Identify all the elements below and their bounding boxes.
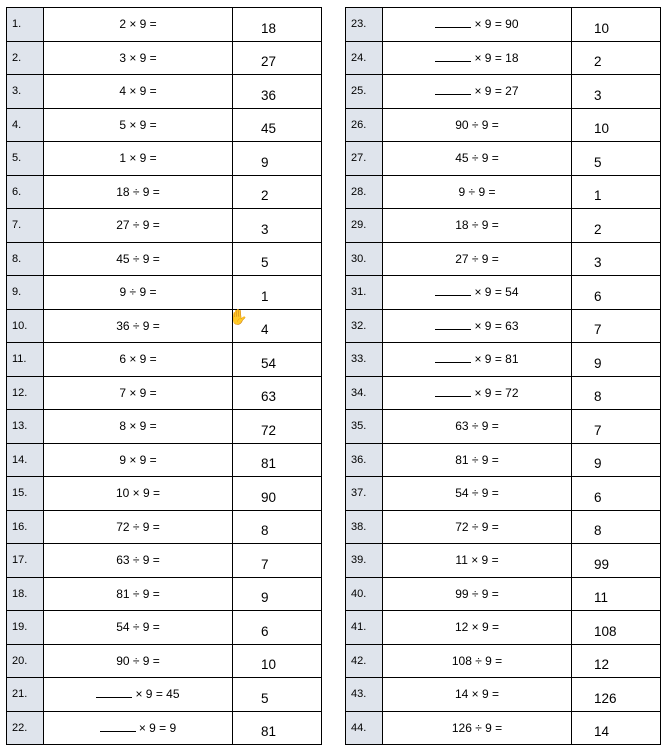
- problem-question: [383, 477, 572, 511]
- question-text: × 9 = 18: [474, 50, 519, 65]
- problem-question: [44, 276, 233, 310]
- answer-cell[interactable]: [572, 410, 661, 444]
- question-text: 99 ÷ 9 =: [455, 586, 499, 601]
- answer-value: 3: [594, 87, 602, 103]
- answer-cell[interactable]: [233, 510, 322, 544]
- table-row: [346, 376, 661, 410]
- question-text: 14 × 9 =: [454, 687, 500, 702]
- answer-value: 5: [261, 255, 269, 271]
- answer-value: 7: [594, 322, 602, 338]
- answer-cell[interactable]: [572, 577, 661, 611]
- table-row: [7, 209, 322, 243]
- answer-value: 36: [261, 87, 277, 103]
- answer-cell[interactable]: [572, 309, 661, 343]
- table-row: [346, 343, 661, 377]
- answer-blank-line: [100, 731, 136, 732]
- answer-cell[interactable]: [572, 510, 661, 544]
- problem-question: [383, 611, 572, 645]
- problem-question: [383, 376, 572, 410]
- answer-cell[interactable]: [233, 577, 322, 611]
- table-row: [346, 678, 661, 712]
- problem-number: 28.: [346, 175, 383, 209]
- problem-number: 26.: [346, 108, 383, 142]
- answer-value: 8: [594, 389, 602, 405]
- problem-number: 11.: [7, 343, 44, 377]
- question-text: × 9 = 27: [474, 84, 519, 99]
- question-text: × 9 = 63: [474, 318, 519, 333]
- table-row: [7, 544, 322, 578]
- answer-cell[interactable]: [233, 75, 322, 109]
- answer-cell[interactable]: [233, 343, 322, 377]
- problem-number: 9.: [7, 276, 44, 310]
- question-text: × 9 = 81: [474, 352, 519, 367]
- question-text: 54 ÷ 9 =: [116, 620, 160, 635]
- table-row: [346, 309, 661, 343]
- question-text: 54 ÷ 9 =: [455, 486, 499, 501]
- problem-question: [44, 477, 233, 511]
- answer-cell[interactable]: [233, 443, 322, 477]
- table-row: [7, 108, 322, 142]
- question-text: 7 × 9 =: [119, 385, 157, 400]
- problem-question: [44, 242, 233, 276]
- problem-question: [383, 108, 572, 142]
- answer-value: 9: [594, 456, 602, 472]
- answer-value: 8: [261, 523, 269, 539]
- table-row: [7, 276, 322, 310]
- problem-number: 25.: [346, 75, 383, 109]
- problem-number: 43.: [346, 678, 383, 712]
- problem-number: 27.: [346, 142, 383, 176]
- table-row: [346, 108, 661, 142]
- problem-question: [44, 410, 233, 444]
- answer-value: 12: [594, 657, 610, 673]
- question-text: × 9 = 90: [474, 17, 519, 32]
- question-text: 18 ÷ 9 =: [455, 218, 499, 233]
- answer-value: 63: [261, 389, 277, 405]
- answer-value: 72: [261, 422, 277, 438]
- answer-value: 27: [261, 54, 277, 70]
- answer-cell[interactable]: [233, 108, 322, 142]
- question-text: 81 ÷ 9 =: [455, 452, 499, 467]
- answer-value: 6: [594, 489, 602, 505]
- problem-number: 8.: [7, 242, 44, 276]
- problem-question: [44, 376, 233, 410]
- problem-number: 6.: [7, 175, 44, 209]
- answer-value: 9: [261, 590, 269, 606]
- problem-question: [44, 142, 233, 176]
- problem-number: 29.: [346, 209, 383, 243]
- question-text: 18 ÷ 9 =: [116, 184, 160, 199]
- problem-question: [383, 41, 572, 75]
- left-worksheet-table: [6, 7, 322, 745]
- problem-number: 31.: [346, 276, 383, 310]
- problem-question: [44, 510, 233, 544]
- answer-cell[interactable]: [572, 75, 661, 109]
- problem-question: [44, 443, 233, 477]
- problem-question: [383, 410, 572, 444]
- table-row: [7, 711, 322, 745]
- problem-number: 39.: [346, 544, 383, 578]
- answer-value: 54: [261, 355, 277, 371]
- problem-number: 2.: [7, 41, 44, 75]
- answer-cell[interactable]: [572, 108, 661, 142]
- answer-cell[interactable]: [572, 376, 661, 410]
- problem-number: 40.: [346, 577, 383, 611]
- answer-blank-line: [435, 295, 471, 296]
- right-worksheet-table: [345, 7, 661, 745]
- problem-number: 7.: [7, 209, 44, 243]
- table-row: [7, 410, 322, 444]
- question-text: 72 ÷ 9 =: [116, 519, 160, 534]
- problem-question: [44, 343, 233, 377]
- table-row: [346, 242, 661, 276]
- problem-question: [383, 343, 572, 377]
- table-row: [7, 8, 322, 42]
- problem-number: 14.: [7, 443, 44, 477]
- answer-value: 9: [261, 154, 269, 170]
- question-text: 27 ÷ 9 =: [455, 251, 499, 266]
- problem-number: 21.: [7, 678, 44, 712]
- problem-question: [44, 108, 233, 142]
- question-text: 63 ÷ 9 =: [116, 553, 160, 568]
- problem-question: [44, 209, 233, 243]
- answer-value: 126: [594, 690, 617, 706]
- question-text: 1 × 9 =: [119, 151, 157, 166]
- answer-value: 3: [594, 255, 602, 271]
- table-row: [346, 611, 661, 645]
- answer-cell[interactable]: [572, 209, 661, 243]
- answer-blank-line: [435, 362, 471, 363]
- table-row: [7, 678, 322, 712]
- table-row: [7, 611, 322, 645]
- answer-cell[interactable]: [233, 142, 322, 176]
- question-text: 90 ÷ 9 =: [455, 117, 499, 132]
- question-text: 27 ÷ 9 =: [116, 218, 160, 233]
- table-row: [7, 309, 322, 343]
- answer-cell[interactable]: [572, 711, 661, 745]
- answer-cell[interactable]: [572, 142, 661, 176]
- answer-value: 1: [594, 188, 602, 204]
- problem-number: 17.: [7, 544, 44, 578]
- problem-question: [383, 8, 572, 42]
- problem-number: 10.: [7, 309, 44, 343]
- answer-value: 3: [261, 221, 269, 237]
- answer-cell[interactable]: [233, 41, 322, 75]
- table-row: [346, 8, 661, 42]
- answer-cell[interactable]: [233, 544, 322, 578]
- problem-question: [383, 510, 572, 544]
- answer-value: 6: [261, 623, 269, 639]
- table-row: [346, 443, 661, 477]
- table-row: [346, 175, 661, 209]
- problem-question: [383, 142, 572, 176]
- answer-cell[interactable]: [572, 477, 661, 511]
- problem-question: [383, 443, 572, 477]
- problem-number: 23.: [346, 8, 383, 42]
- problem-number: 1.: [7, 8, 44, 42]
- answer-cell[interactable]: [233, 678, 322, 712]
- question-text: 9 ÷ 9 =: [458, 184, 496, 199]
- answer-cell[interactable]: [572, 544, 661, 578]
- problem-question: [383, 577, 572, 611]
- question-text: × 9 = 54: [474, 285, 519, 300]
- table-row: [346, 477, 661, 511]
- table-row: [346, 510, 661, 544]
- problem-number: 30.: [346, 242, 383, 276]
- answer-cell[interactable]: [572, 644, 661, 678]
- answer-value: 14: [594, 724, 610, 740]
- question-text: 45 ÷ 9 =: [455, 151, 499, 166]
- question-text: 45 ÷ 9 =: [116, 251, 160, 266]
- answer-blank-line: [435, 94, 471, 95]
- problem-question: [383, 309, 572, 343]
- answer-cell[interactable]: [572, 678, 661, 712]
- problem-number: 19.: [7, 611, 44, 645]
- answer-cell[interactable]: [233, 711, 322, 745]
- problem-number: 12.: [7, 376, 44, 410]
- answer-cell[interactable]: [572, 41, 661, 75]
- answer-value: 5: [594, 154, 602, 170]
- problem-number: 44.: [346, 711, 383, 745]
- problem-question: [44, 577, 233, 611]
- table-row: [346, 544, 661, 578]
- answer-value: 1: [261, 288, 269, 304]
- table-row: [346, 644, 661, 678]
- question-text: 126 ÷ 9 =: [451, 720, 503, 735]
- answer-value: 10: [261, 657, 277, 673]
- problem-question: [44, 75, 233, 109]
- problem-number: 4.: [7, 108, 44, 142]
- table-row: [7, 242, 322, 276]
- problem-number: 38.: [346, 510, 383, 544]
- answer-cell[interactable]: [572, 8, 661, 42]
- table-row: [346, 41, 661, 75]
- problem-number: 15.: [7, 477, 44, 511]
- table-row: [346, 75, 661, 109]
- answer-blank-line: [435, 27, 471, 28]
- answer-cell[interactable]: [233, 276, 322, 310]
- problem-question: [383, 75, 572, 109]
- answer-value: 4: [261, 322, 269, 338]
- answer-value: 18: [261, 20, 277, 36]
- table-row: [7, 577, 322, 611]
- problem-question: [383, 242, 572, 276]
- answer-cell[interactable]: [233, 242, 322, 276]
- question-text: 63 ÷ 9 =: [455, 419, 499, 434]
- answer-value: 8: [594, 523, 602, 539]
- answer-blank-line: [435, 396, 471, 397]
- answer-cell[interactable]: [233, 644, 322, 678]
- answer-value: 7: [261, 556, 269, 572]
- problem-question: [44, 309, 233, 343]
- problem-number: 22.: [7, 711, 44, 745]
- table-row: [346, 410, 661, 444]
- answer-cell[interactable]: [572, 242, 661, 276]
- table-row: [7, 443, 322, 477]
- answer-value: 10: [594, 121, 610, 137]
- problem-number: 5.: [7, 142, 44, 176]
- table-row: [7, 477, 322, 511]
- table-row: [7, 343, 322, 377]
- answer-value: 2: [261, 188, 269, 204]
- problem-number: 36.: [346, 443, 383, 477]
- question-text: 5 × 9 =: [119, 117, 157, 132]
- answer-value: 2: [594, 221, 602, 237]
- answer-blank-line: [435, 329, 471, 330]
- hand-cursor-icon: ✋: [229, 309, 248, 326]
- question-text: 12 × 9 =: [454, 620, 500, 635]
- answer-value: 81: [261, 724, 277, 740]
- table-row: [7, 175, 322, 209]
- problem-number: 34.: [346, 376, 383, 410]
- problem-question: [383, 711, 572, 745]
- question-text: 2 × 9 =: [119, 17, 157, 32]
- problem-number: 35.: [346, 410, 383, 444]
- question-text: 72 ÷ 9 =: [455, 519, 499, 534]
- answer-cell[interactable]: [233, 175, 322, 209]
- problem-question: [44, 544, 233, 578]
- problem-question: [383, 678, 572, 712]
- table-row: [346, 711, 661, 745]
- answer-cell[interactable]: [572, 276, 661, 310]
- question-text: 11 × 9 =: [455, 553, 499, 568]
- answer-value: 81: [261, 456, 277, 472]
- problem-question: [383, 544, 572, 578]
- problem-question: [44, 611, 233, 645]
- problem-question: [44, 644, 233, 678]
- answer-cell[interactable]: [572, 611, 661, 645]
- problem-question: [44, 41, 233, 75]
- answer-value: 7: [594, 422, 602, 438]
- table-row: [346, 577, 661, 611]
- answer-value: 11: [594, 590, 609, 606]
- problem-question: [44, 175, 233, 209]
- table-row: [346, 276, 661, 310]
- question-text: 81 ÷ 9 =: [116, 586, 160, 601]
- problem-question: [383, 209, 572, 243]
- problem-number: 3.: [7, 75, 44, 109]
- problem-number: 33.: [346, 343, 383, 377]
- question-text: 9 ÷ 9 =: [119, 285, 157, 300]
- problem-number: 37.: [346, 477, 383, 511]
- question-text: 6 × 9 =: [119, 352, 157, 367]
- answer-blank-line: [96, 697, 132, 698]
- question-text: 108 ÷ 9 =: [451, 653, 503, 668]
- problem-number: 16.: [7, 510, 44, 544]
- question-text: × 9 = 72: [474, 385, 519, 400]
- question-text: 3 × 9 =: [119, 50, 157, 65]
- problem-number: 20.: [7, 644, 44, 678]
- answer-cell[interactable]: [233, 8, 322, 42]
- problem-question: [383, 644, 572, 678]
- answer-value: 6: [594, 288, 602, 304]
- table-row: [7, 41, 322, 75]
- answer-value: 99: [594, 556, 610, 572]
- problem-question: [44, 678, 233, 712]
- table-row: [346, 209, 661, 243]
- answer-value: 10: [594, 20, 610, 36]
- answer-cell[interactable]: [233, 477, 322, 511]
- question-text: 90 ÷ 9 =: [116, 653, 160, 668]
- answer-value: 108: [594, 623, 617, 639]
- question-text: × 9 = 9: [138, 720, 177, 735]
- problem-number: 18.: [7, 577, 44, 611]
- problem-number: 32.: [346, 309, 383, 343]
- problem-question: [44, 8, 233, 42]
- question-text: 4 × 9 =: [119, 84, 157, 99]
- problem-number: 41.: [346, 611, 383, 645]
- answer-cell[interactable]: [233, 376, 322, 410]
- answer-cell[interactable]: [572, 175, 661, 209]
- answer-cell[interactable]: [572, 443, 661, 477]
- table-row: [7, 142, 322, 176]
- problem-number: 24.: [346, 41, 383, 75]
- question-text: 9 × 9 =: [119, 452, 157, 467]
- table-row: [7, 75, 322, 109]
- problem-number: 42.: [346, 644, 383, 678]
- table-row: [7, 510, 322, 544]
- question-text: × 9 = 45: [135, 687, 180, 702]
- problem-question: [383, 276, 572, 310]
- answer-cell[interactable]: [233, 410, 322, 444]
- answer-cell[interactable]: [572, 343, 661, 377]
- answer-cell[interactable]: [233, 611, 322, 645]
- table-row: [346, 142, 661, 176]
- answer-value: 9: [594, 355, 602, 371]
- question-text: 10 × 9 =: [115, 486, 161, 501]
- answer-value: 90: [261, 489, 277, 505]
- answer-value: 5: [261, 690, 269, 706]
- problem-question: [383, 175, 572, 209]
- table-row: [7, 376, 322, 410]
- answer-blank-line: [435, 61, 471, 62]
- table-row: [7, 644, 322, 678]
- answer-value: 2: [594, 54, 602, 70]
- problem-number: 13.: [7, 410, 44, 444]
- question-text: 8 × 9 =: [119, 419, 157, 434]
- problem-question: [44, 711, 233, 745]
- answer-cell[interactable]: [233, 209, 322, 243]
- answer-value: 45: [261, 121, 277, 137]
- question-text: 36 ÷ 9 =: [116, 318, 160, 333]
